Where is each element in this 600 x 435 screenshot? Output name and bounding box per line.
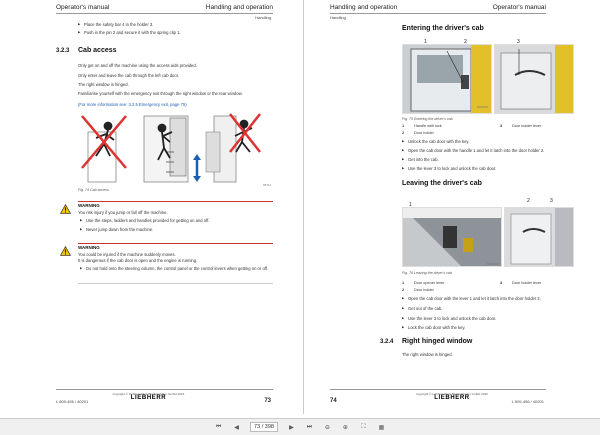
legend-number: 1 <box>402 281 405 285</box>
step-bullet: ▶ Open the cab door with the lever 1 and let it latch into the door holder 2. <box>408 296 582 302</box>
legend-text: Door holder lever <box>512 281 542 285</box>
section-number: 3.2.4 <box>380 339 394 345</box>
paragraph: Only enter and leave the cab through the left cab door. <box>78 73 180 78</box>
warning-bullet: ▶ Use the steps, ladders and handles provided for getting on and off. <box>86 218 276 224</box>
figure-code: BA00028 <box>487 262 499 266</box>
left-page <box>0 0 297 414</box>
last-page-icon[interactable]: ⏭ <box>306 423 313 430</box>
warning-rule <box>78 243 273 244</box>
section-title: Leaving the driver's cab <box>402 180 482 187</box>
copyright: copyright © Liebherr-Werk Bischofshofen GmbH 2016 <box>416 392 488 396</box>
header-right: Handling and operation <box>205 4 273 11</box>
warning-icon <box>60 204 71 214</box>
cab-interior-photo-left <box>402 207 502 267</box>
header-left: Operator's manual <box>56 4 110 11</box>
zoom-out-icon[interactable]: ⊖ <box>324 424 330 431</box>
legend-text: Door opener lever <box>414 281 445 285</box>
legend-number: 3 <box>500 124 503 128</box>
paragraph: Familiarise yourself with the emergency exit through the right window or the rear window. <box>78 91 243 96</box>
cab-door-photo-right <box>494 44 574 114</box>
page-number: 74 <box>330 398 337 404</box>
figure-callout: 1 <box>424 39 427 45</box>
cab-access-illustration <box>78 112 273 188</box>
legend-number: 3 <box>500 281 503 285</box>
legend-text: Handle with lock <box>414 124 442 128</box>
intro-bullet: ▶ Place the safety bar 4 in the holder 3. <box>84 22 153 28</box>
footer-doc-code: L 509-456 / 40201 <box>56 399 89 404</box>
step-bullet: ▶ Open the cab door with the handle 1 and let it latch into the door holder 2. <box>408 148 580 154</box>
page-number: 73 <box>264 398 271 404</box>
subheader: Handling <box>330 15 346 20</box>
warning-rule <box>78 201 273 202</box>
section-title: Right hinged window <box>402 338 473 345</box>
figure-code: BA00001 <box>477 105 489 109</box>
figure-callout: 2 <box>527 198 530 204</box>
step-bullet: ▶ Unlock the cab door with the key. <box>408 139 578 145</box>
figure-caption: Fig. 74 Cab access <box>78 188 109 192</box>
page-number-input[interactable] <box>250 422 278 432</box>
page-field-value: 73 <box>254 424 261 430</box>
paragraph: The right window is hinged. <box>402 352 453 357</box>
footer-rule <box>330 389 546 390</box>
figure-callout: 3 <box>550 198 553 204</box>
legend-text: Door holder lever <box>512 124 542 128</box>
warning-title: WARNING <box>78 203 100 208</box>
legend-number: 2 <box>402 288 405 292</box>
step-bullet: ▶ Use the lever 3 to lock and unlock the cab door. <box>408 316 578 322</box>
warning-icon <box>60 246 71 256</box>
zoom-in-icon[interactable]: ⊕ <box>342 424 348 431</box>
figure-callout: 1 <box>409 202 412 208</box>
header-rule <box>330 13 546 14</box>
cross-reference-link[interactable]: (For more information see: 3.2.5 Emergency exit, page 75) <box>78 102 187 107</box>
step-bullet: ▶ Get into the cab. <box>408 157 578 163</box>
figure-code: 96711 <box>263 183 272 187</box>
section-title: Cab access <box>78 47 117 54</box>
legend-number: 1 <box>402 124 405 128</box>
warning-text: You risk injury if you jump or fall off the machine. <box>78 210 168 215</box>
figure-callout: 2 <box>464 39 467 45</box>
paragraph: Only get on and off the machine using the access aids provided. <box>78 63 197 68</box>
header-right: Operator's manual <box>492 4 546 11</box>
warning-text: You could be injured if the machine suddenly moves. <box>78 252 176 257</box>
warning-bullet: ▶ Never jump down from the machine. <box>86 227 276 233</box>
figure-caption: Fig. 75 Entering the driver's cab <box>402 117 453 121</box>
warning-title: WARNING <box>78 245 100 250</box>
legend-text: Door holder <box>414 131 434 135</box>
footer-rule <box>56 389 273 390</box>
page-header <box>330 4 546 11</box>
step-bullet: ▶ Use the lever 3 to lock and unlock the cab door. <box>408 166 578 172</box>
figure-caption: Fig. 76 Leaving the driver's cab <box>402 271 452 275</box>
warning-text: It is dangerous if the cab door is open and the engine is running. <box>78 258 198 263</box>
fit-page-icon[interactable]: ⛶ <box>361 423 366 430</box>
right-page <box>303 0 600 414</box>
step-bullet: ▶ Lock the cab door with the key. <box>408 325 578 331</box>
liebherr-logo: LIEBHERR <box>130 395 167 401</box>
intro-bullet: ▶ Push in the pin 2 and secure it with the spring clip 1. <box>84 30 181 36</box>
thumbnails-icon[interactable]: ▦ <box>378 424 385 431</box>
figure-callout: 3 <box>517 39 520 45</box>
next-page-icon[interactable]: ▶ <box>289 424 294 431</box>
header-rule <box>56 13 273 14</box>
section-number: 3.2.3 <box>56 48 70 54</box>
warning-bullet: ▶ Do not hold onto the steering column, the control panel or the control levers when getting on or off. <box>86 266 274 272</box>
section-title: Entering the driver's cab <box>402 25 484 32</box>
page-header <box>56 4 273 11</box>
page-total: / 398 <box>261 424 274 430</box>
pdf-viewer-toolbar <box>0 418 600 435</box>
legend-text: Door holder <box>414 288 434 292</box>
first-page-icon[interactable]: ⏮ <box>215 423 222 430</box>
header-left: Handling and operation <box>330 4 398 11</box>
paragraph: The right window is hinged. <box>78 82 129 87</box>
legend-number: 2 <box>402 131 405 135</box>
step-bullet: ▶ Get out of the cab. <box>408 306 578 312</box>
warning-end-rule <box>78 283 273 284</box>
footer-doc-code: L 509-456 / 40201 <box>511 399 544 404</box>
previous-page-icon[interactable]: ◀ <box>234 424 239 431</box>
cab-interior-photo-right <box>504 207 574 267</box>
liebherr-logo: LIEBHERR <box>434 395 470 401</box>
copyright: copyright © Liebherr-Werk Bischofshofen GmbH 2016 <box>112 392 185 396</box>
cab-door-photo-left <box>402 44 492 114</box>
subheader: Handling <box>255 15 271 20</box>
